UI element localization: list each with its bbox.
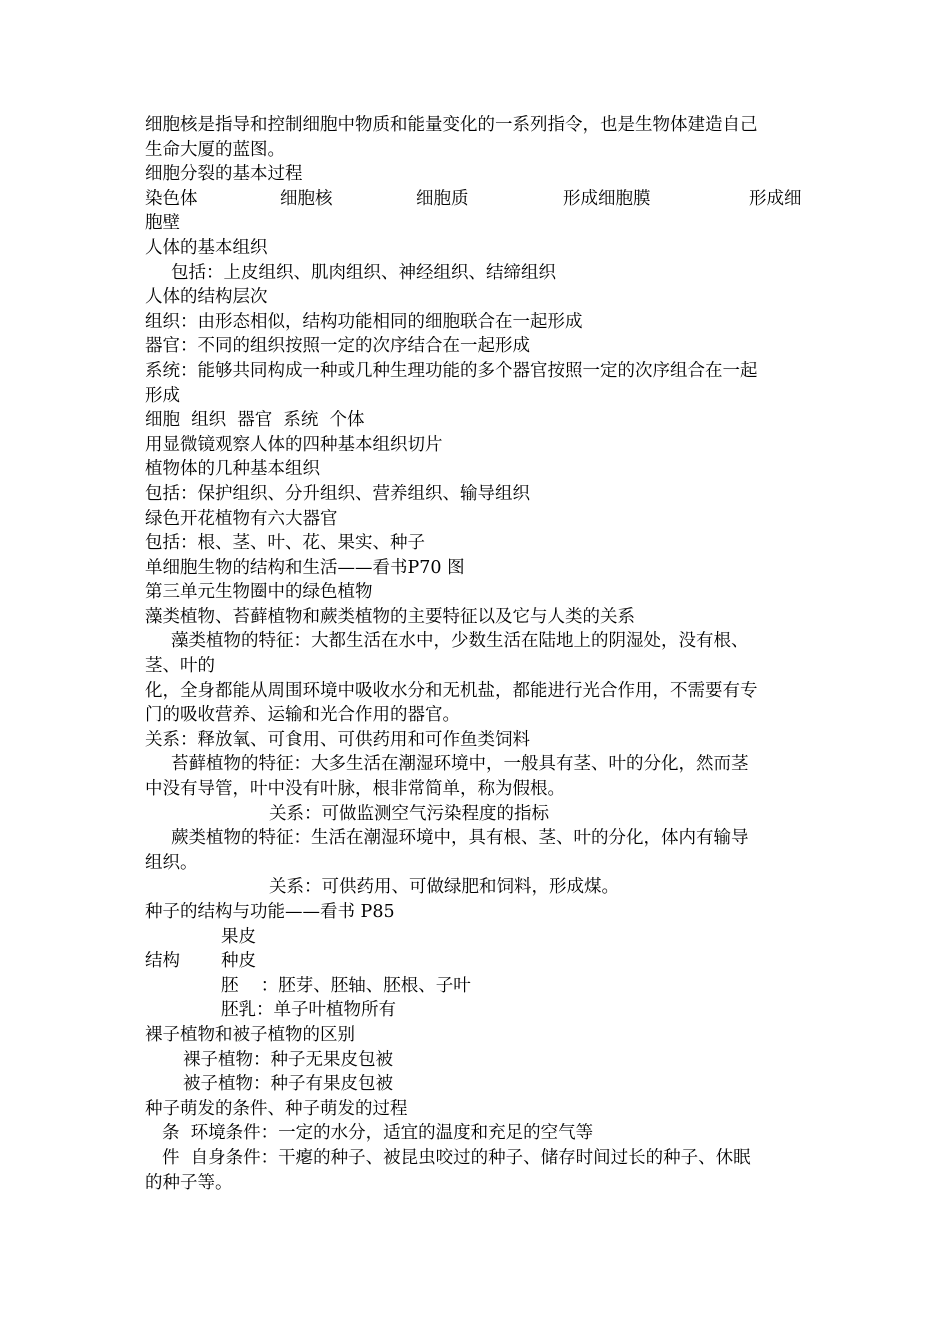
text-line: 茎、叶的: [145, 656, 215, 677]
text-line: 形成: [145, 385, 180, 406]
seed-structure-item: 种皮: [221, 951, 256, 972]
text-line: 门的吸收营养、运输和光合作用的器官。: [145, 705, 460, 726]
section-heading: 绿色开花植物有六大器官: [145, 508, 338, 529]
text-line: 生命大厦的蓝图。: [145, 139, 285, 160]
section-heading: 裸子植物和被子植物的区别: [145, 1024, 355, 1045]
text-line: 单细胞生物的结构和生活——看书P70 图: [145, 557, 465, 578]
section-heading: 种子的结构与功能——看书 P85: [145, 902, 395, 922]
text-line: 件 自身条件：干瘪的种子、被昆虫咬过的种子、储存时间过长的种子、休眠: [162, 1147, 751, 1168]
text-line: 用显微镜观察人体的四种基本组织切片: [145, 434, 443, 455]
text-line: 系统：能够共同构成一种或几种生理功能的多个器官按照一定的次序组合在一起: [145, 360, 758, 381]
text-line: 组织：由形态相似，结构功能相同的细胞联合在一起形成: [145, 311, 583, 332]
seed-structure-item: 果皮: [221, 926, 256, 947]
seed-structure-item: 胚乳：单子叶植物所有: [221, 1000, 396, 1021]
text-line: 胞壁: [145, 213, 180, 234]
seed-structure-row: [145, 949, 815, 974]
process-step: 细胞质: [416, 188, 469, 209]
text-line: 包括：根、茎、叶、花、果实、种子: [145, 533, 425, 554]
section-heading: 人体的结构层次: [145, 287, 268, 308]
seed-structure-item: 胚 ：胚芽、胚轴、胚根、子叶: [221, 975, 471, 996]
text-line: 关系：可做监测空气污染程度的指标: [269, 803, 549, 824]
text-line: 藻类植物的特征：大都生活在水中，少数生活在陆地上的阴湿处，没有根、: [171, 631, 749, 652]
section-heading: 藻类植物、苔藓植物和蕨类植物的主要特征以及它与人类的关系: [145, 606, 635, 627]
section-heading: 人体的基本组织: [145, 237, 268, 258]
section-heading: 种子萌发的条件、种子萌发的过程: [145, 1098, 408, 1119]
process-step: 染色体: [145, 188, 198, 209]
process-step: 形成细胞膜: [563, 188, 651, 209]
text-line: 蕨类植物的特征：生活在潮湿环境中，具有根、茎、叶的分化，体内有输导: [171, 828, 749, 849]
text-line: 被子植物：种子有果皮包被: [183, 1074, 393, 1095]
text-line: 裸子植物：种子无果皮包被: [183, 1049, 393, 1070]
text-line: 关系：释放氧、可食用、可供药用和可作鱼类饲料: [145, 729, 530, 750]
text-line: 条 环境条件：一定的水分，适宜的温度和充足的空气等: [162, 1123, 594, 1144]
seed-structure-label: 结构: [145, 951, 180, 972]
hierarchy-line: 细胞 组织 器官 系统 个体: [145, 410, 365, 431]
text-line: 组织。: [145, 852, 198, 873]
section-heading: 植物体的几种基本组织: [145, 459, 320, 480]
text-line: 化，全身都能从周围环境中吸收水分和无机盐，都能进行光合作用，不需要有专: [145, 680, 758, 701]
unit-heading: 第三单元生物圈中的绿色植物: [145, 582, 373, 603]
text-line: 关系：可供药用、可做绿肥和饲料，形成煤。: [269, 877, 619, 898]
text-line: 苔藓植物的特征：大多生活在潮湿环境中，一般具有茎、叶的分化，然而茎: [171, 754, 749, 775]
process-step: 细胞核: [280, 188, 333, 209]
document-body: [145, 113, 815, 1195]
text-line: 细胞核是指导和控制细胞中物质和能量变化的一系列指令，也是生物体建造自己: [145, 115, 758, 135]
text-line: 包括：保护组织、分升组织、营养组织、输导组织: [145, 483, 530, 504]
division-process-row: [145, 187, 815, 212]
text-line: 的种子等。: [145, 1172, 233, 1193]
process-step: 形成细: [749, 188, 802, 209]
text-line: 包括：上皮组织、肌肉组织、神经组织、结缔组织: [171, 262, 556, 283]
text-line: 器官：不同的组织按照一定的次序结合在一起形成: [145, 336, 530, 357]
text-line: 中没有导管，叶中没有叶脉，根非常简单，称为假根。: [145, 779, 565, 800]
section-heading: 细胞分裂的基本过程: [145, 164, 303, 185]
